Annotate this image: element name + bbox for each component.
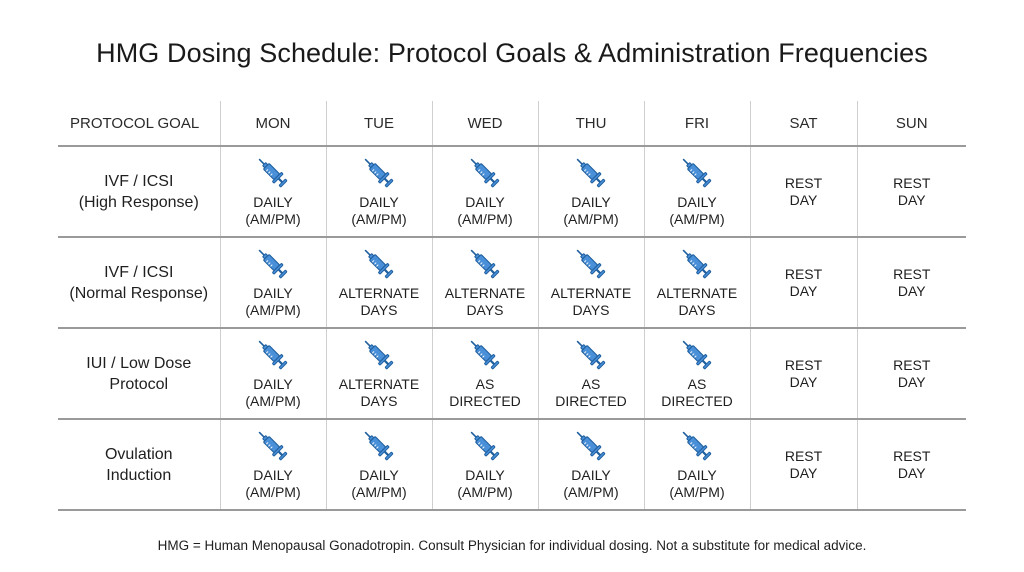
dose-frequency-label: ALTERNATE (444, 284, 526, 301)
footnote: HMG = Human Menopausal Gonadotropin. Consult Physician for individual dosing. Not a substitute for medical advice. (157, 538, 867, 553)
rest-day-label: REST (784, 174, 823, 191)
dose-frequency-label: DAILY (465, 466, 505, 483)
column-header-fri: FRI (644, 101, 750, 146)
dose-frequency-label: DAILY (359, 193, 399, 210)
dose-frequency-label: DAYS (466, 301, 504, 318)
dose-cell-mon (220, 419, 326, 510)
column-header-tue: TUE (326, 101, 432, 146)
table-row (58, 146, 966, 237)
dose-frequency-label: DAILY (571, 466, 611, 483)
column-header-protocol-goal: PROTOCOL GOAL (58, 101, 220, 146)
syringe-icon (574, 338, 608, 372)
dose-cell-fri (644, 146, 750, 237)
syringe-icon (574, 247, 608, 281)
dose-cell-thu (538, 237, 644, 328)
syringe-icon (256, 338, 290, 372)
dose-frequency-label: DAILY (571, 193, 611, 210)
syringe-icon (574, 156, 608, 190)
rest-day-label: DAY (789, 373, 818, 390)
dose-frequency-label: DAILY (677, 466, 717, 483)
syringe-icon (680, 429, 714, 463)
protocol-goal-line: IUI / Low Dose (86, 354, 192, 372)
dose-frequency-label: DAILY (253, 466, 293, 483)
dose-frequency-label: DAILY (253, 284, 293, 301)
syringe-icon (362, 247, 396, 281)
protocol-goal-line: Induction (106, 466, 172, 484)
rest-day-cell-sun (857, 146, 966, 237)
syringe-icon (468, 429, 502, 463)
dose-cell-wed (432, 146, 538, 237)
rest-day-label: DAY (789, 282, 818, 299)
dose-frequency-label: ALTERNATE (656, 284, 738, 301)
rest-day-label: DAY (897, 464, 926, 481)
dose-cell-mon (220, 328, 326, 419)
protocol-goal-cell (58, 146, 220, 237)
dose-cell-thu (538, 419, 644, 510)
dose-frequency-label: DAILY (465, 193, 505, 210)
rest-day-label: DAY (789, 191, 818, 208)
dose-cell-tue (326, 146, 432, 237)
protocol-goal-line: (High Response) (78, 193, 199, 211)
dose-cell-mon (220, 237, 326, 328)
syringe-icon (680, 338, 714, 372)
dose-frequency-label: AS (687, 375, 707, 392)
syringe-icon (256, 156, 290, 190)
table-row (58, 237, 966, 328)
rest-day-cell-sun (857, 328, 966, 419)
rest-day-cell-sat (750, 328, 857, 419)
dose-cell-wed (432, 419, 538, 510)
syringe-icon (468, 247, 502, 281)
protocol-goal-line: IVF / ICSI (104, 263, 174, 281)
rest-day-label: DAY (897, 373, 926, 390)
syringe-icon (362, 338, 396, 372)
dose-frequency-label: (AM/PM) (563, 483, 619, 500)
rest-day-label: REST (784, 356, 823, 373)
syringe-icon (362, 156, 396, 190)
protocol-goal-line: Protocol (109, 375, 169, 393)
dose-frequency-label: DAYS (572, 301, 610, 318)
rest-day-label: REST (893, 174, 931, 191)
dose-frequency-label: DIRECTED (555, 392, 627, 409)
column-header-sat: SAT (750, 101, 857, 146)
dose-frequency-label: (AM/PM) (245, 483, 301, 500)
header-row (58, 101, 966, 146)
dose-cell-thu (538, 328, 644, 419)
protocol-goal-cell (58, 328, 220, 419)
dose-frequency-label: (AM/PM) (245, 210, 301, 227)
rest-day-cell-sat (750, 146, 857, 237)
dose-frequency-label: ALTERNATE (338, 375, 420, 392)
dose-cell-fri (644, 328, 750, 419)
dose-frequency-label: (AM/PM) (669, 210, 725, 227)
dosing-schedule-table (58, 101, 966, 511)
rest-day-label: DAY (789, 464, 818, 481)
dose-frequency-label: ALTERNATE (338, 284, 420, 301)
column-header-thu: THU (538, 101, 644, 146)
dose-cell-mon (220, 146, 326, 237)
syringe-icon (468, 156, 502, 190)
dose-frequency-label: (AM/PM) (245, 392, 301, 409)
dose-cell-fri (644, 419, 750, 510)
dose-cell-thu (538, 146, 644, 237)
dose-frequency-label: DAILY (677, 193, 717, 210)
table-row (58, 328, 966, 419)
protocol-goal-line: Ovulation (104, 445, 173, 463)
dose-frequency-label: (AM/PM) (457, 210, 513, 227)
dose-frequency-label: DAILY (253, 375, 293, 392)
syringe-icon (468, 338, 502, 372)
dose-frequency-label: (AM/PM) (563, 210, 619, 227)
dose-frequency-label: (AM/PM) (669, 483, 725, 500)
protocol-goal-cell (58, 419, 220, 510)
table-row (58, 419, 966, 510)
dose-frequency-label: DIRECTED (661, 392, 733, 409)
protocol-goal-line: (Normal Response) (69, 284, 209, 302)
dose-frequency-label: AS (475, 375, 495, 392)
dose-frequency-label: (AM/PM) (351, 483, 407, 500)
dose-cell-wed (432, 237, 538, 328)
dose-frequency-label: DAYS (360, 392, 398, 409)
rest-day-label: REST (784, 447, 823, 464)
dose-cell-tue (326, 419, 432, 510)
protocol-goal-line: IVF / ICSI (104, 172, 174, 190)
rest-day-label: DAY (897, 191, 926, 208)
dose-frequency-label: (AM/PM) (457, 483, 513, 500)
dose-cell-tue (326, 237, 432, 328)
rest-day-label: REST (893, 447, 931, 464)
syringe-icon (256, 429, 290, 463)
syringe-icon (574, 429, 608, 463)
dose-frequency-label: (AM/PM) (245, 301, 301, 318)
dose-frequency-label: DIRECTED (449, 392, 521, 409)
dose-frequency-label: DAILY (359, 466, 399, 483)
rest-day-cell-sun (857, 237, 966, 328)
syringe-icon (680, 156, 714, 190)
rest-day-label: REST (893, 356, 931, 373)
dose-frequency-label: DAYS (360, 301, 398, 318)
rest-day-label: REST (893, 265, 931, 282)
rest-day-cell-sun (857, 419, 966, 510)
dose-frequency-label: DAILY (253, 193, 293, 210)
dose-frequency-label: (AM/PM) (351, 210, 407, 227)
syringe-icon (256, 247, 290, 281)
dose-frequency-label: ALTERNATE (550, 284, 632, 301)
dose-frequency-label: AS (581, 375, 601, 392)
protocol-goal-cell (58, 237, 220, 328)
column-header-wed: WED (432, 101, 538, 146)
dose-frequency-label: DAYS (678, 301, 716, 318)
rest-day-cell-sat (750, 419, 857, 510)
dose-cell-wed (432, 328, 538, 419)
column-header-mon: MON (220, 101, 326, 146)
syringe-icon (362, 429, 396, 463)
column-header-sun: SUN (857, 101, 966, 146)
rest-day-cell-sat (750, 237, 857, 328)
dose-cell-fri (644, 237, 750, 328)
dose-cell-tue (326, 328, 432, 419)
rest-day-label: DAY (897, 282, 926, 299)
rest-day-label: REST (784, 265, 823, 282)
page-title: HMG Dosing Schedule: Protocol Goals & Administration Frequencies (96, 38, 928, 68)
syringe-icon (680, 247, 714, 281)
